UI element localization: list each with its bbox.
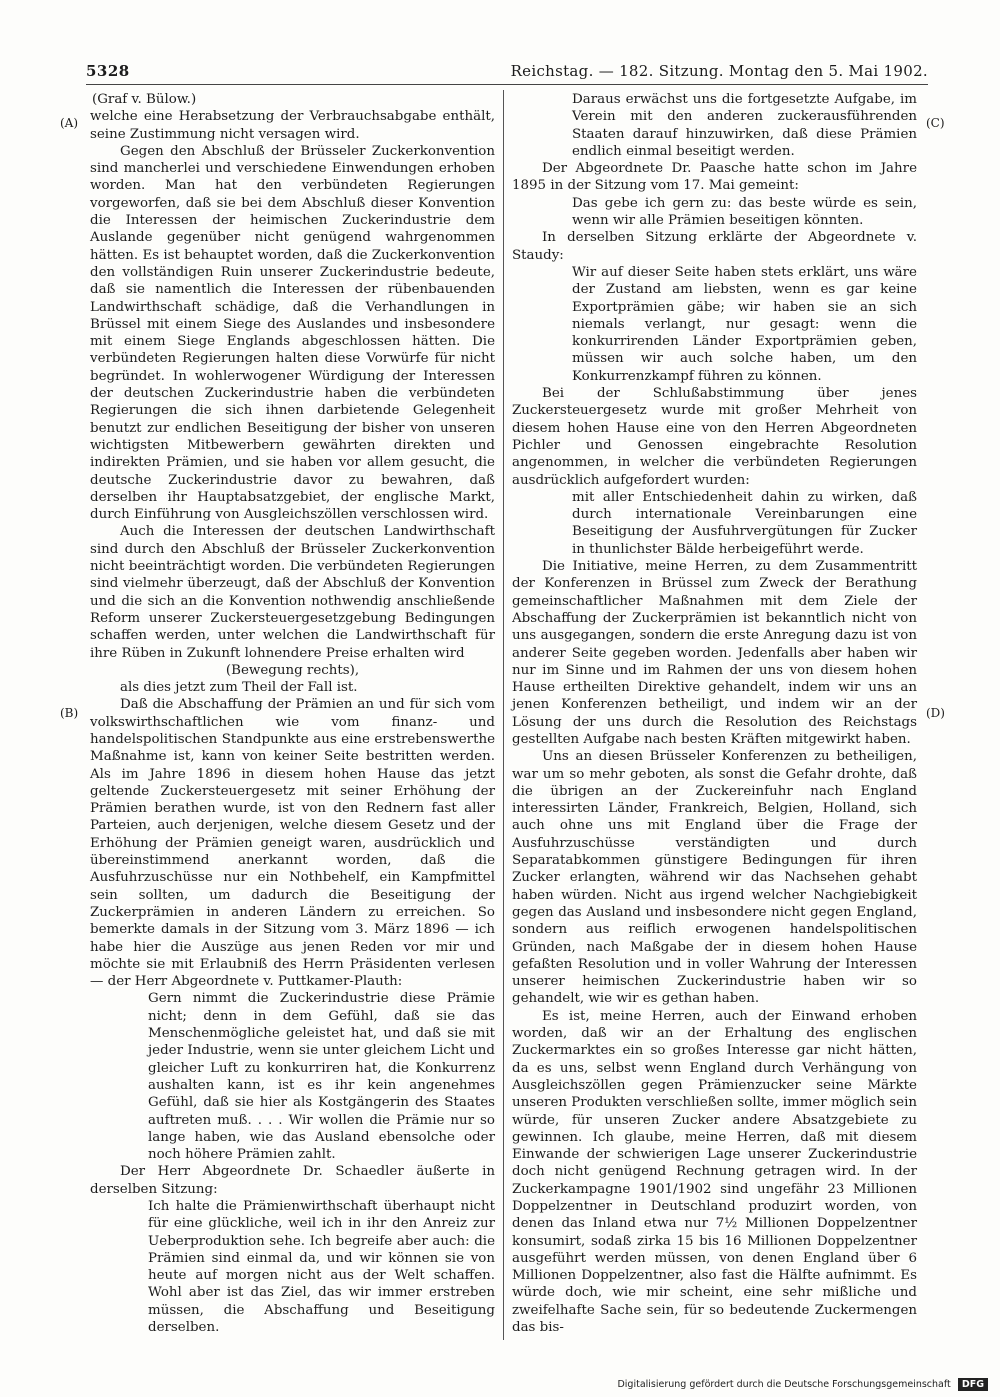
right-column (512, 91, 917, 1336)
speaker-label: (Graf v. Bülow.) (92, 92, 197, 107)
paragraph: als dies jetzt zum Theil der Fall ist. (120, 680, 358, 696)
margin-mark-c: (C) (926, 116, 945, 130)
block-quote: Das gebe ich gern zu: das beste würde es sein, wenn wir alle Prämien beseitigen könnten. (572, 195, 917, 229)
paragraph: Auch die Interessen der deutschen Landwirthschaft sind durch den Abschluß der Brüsseler Zuckerkonvention nicht beeinträchtigt worden. Die verbündeten Regierungen sind vielmehr überzeugt, daß der Abschluß der Konvention und die sich an die Konvention nothwendig anschließende Reform unserer Zuckersteuergesetzgebung Bedingungen schaffen werden, unter welchen die Landwirthschaft für ihre Rüben in Zukunft lohnendere Preise erhalten wird (90, 524, 495, 661)
block-quote: Wir auf dieser Seite haben stets erklärt, uns wäre der Zustand am liebsten, wenn es gar keine Exportprämien gäbe; wir haben sie an sich niemals verlangt, nur gesagt: wenn die konkurrirenden Länder Exportprämien geben, müssen wir auch solche haben, um den Konkurrenzkampf führen zu können. (572, 264, 917, 384)
margin-mark-b: (B) (60, 706, 79, 720)
paragraph: Daß die Abschaffung der Prämien an und für sich vom volkswirthschaftlichen wie vom finanz- und handelspolitischen Standpunkte aus eine erstrebenswerthe Maßnahme ist, kann von keiner Seite bestritten werden. Als im Jahre 1896 in diesem hohen Hause das jetzt geltende Zuckersteuergesetz mit seiner Erhöhung der Prämien berathen wurde, ist von den Rednern fast aller Parteien, auch derjenigen, welche diesem Gesetz und der Erhöhung der Prämien geneigt waren, ausdrücklich und übereinstimmend anerkannt worden, daß die Ausfuhrzuschüsse nur ein Nothbehelf, ein Kampfmittel sein sollten, um dadurch die Beseitigung der Zuckerprämien in anderen Ländern zu erreichen. So bemerkte damals in der Sitzung vom 3. März 1896 — ich habe hier die Auszüge aus jenen Reden vor mir und möchte sie mit Erlaubniß des Herrn Präsidenten verlesen — der Herr Abgeordnete v. Puttkamer-Plauth: (90, 697, 495, 990)
column-divider (503, 90, 504, 1340)
paragraph: Der Herr Abgeordnete Dr. Schaedler äußerte in derselben Sitzung: (90, 1164, 495, 1197)
running-title: Reichstag. — 182. Sitzung. Montag den 5. Mai 1902. (510, 62, 928, 80)
margin-mark-d: (D) (926, 706, 945, 720)
page-number: 5328 (86, 62, 130, 80)
header-rule (86, 84, 928, 85)
paragraph: Uns an diesen Brüsseler Konferenzen zu betheiligen, war um so mehr geboten, als sonst die Gefahr drohte, daß die übrigen an der Zuckereinfuhr nach England interessirten Länder, Frankreich, Belgien, Holland, sich auch ohne uns mit England über die Frage der Ausfuhrzuschüsse verständigten und durch Separatabkommen günstigere Bedingungen für ihren Zucker erlangten, während wir das Nachsehen gehabt haben würden. Nicht aus irgend welcher Nachgiebigkeit gegen das Ausland und insbesondere nicht gegen England, sondern aus reiflich erwogenen handelspolitischen Gründen, nach Maßgabe der in diesem hohen Hause gefaßten Resolution und in voller Wahrung der Interessen unserer heimischen Zuckerindustrie haben wir so gehandelt, wie wir es gethan haben. (512, 749, 917, 1007)
paragraph: Der Abgeordnete Dr. Paasche hatte schon im Jahre 1895 in der Sitzung vom 17. Mai gemeint: (512, 161, 917, 194)
interjection: (Bewegung rechts), (225, 662, 360, 678)
block-quote: Daraus erwächst uns die fortgesetzte Aufgabe, im Verein mit den anderen zuckerausführenden Staaten darauf hinzuwirken, daß diese Prämien endlich einmal beseitigt werden. (572, 92, 917, 159)
paragraph: Die Initiative, meine Herren, zu dem Zusammentritt der Konferenzen in Brüssel zum Zweck der Berathung gemeinschaftlicher Maßnahmen mit dem Ziele der Abschaffung der Zuckerprämien ist bekanntlich nicht von uns ausgegangen, sondern die erste Anregung dazu ist von anderer Seite gegeben worden. Jedenfalls aber haben wir nur im Sinne und im Rahmen der uns von diesem hohen Hause ertheilten Direktive gehandelt, indem wir uns an jenen Konferenzen betheiligt, und indem wir an der Lösung der uns durch die Resolution des Reichstags gestellten Aufgabe nach besten Kräften mitgewirkt haben. (512, 559, 917, 747)
block-quote: mit aller Entschiedenheit dahin zu wirken, daß durch internationale Vereinbarungen eine Beseitigung der Ausfuhrvergütungen für Zucker in thunlichster Bälde herbeigeführt werde. (572, 489, 917, 557)
page-header (86, 62, 928, 80)
left-column (90, 91, 495, 1336)
dfg-logo: DFG (958, 1378, 988, 1391)
block-quote: Ich halte die Prämienwirthschaft überhaupt nicht für eine glückliche, weil ich in ihr den Anreiz zur Ueberproduktion sehe. Ich begreife aber auch: die Prämien sind einmal da, und wir können sie von heute auf morgen nicht aus der Welt schaffen. Wohl aber ist das Ziel, das wir immer erstreben müssen, die Abschaffung und Beseitigung derselben. (148, 1199, 495, 1336)
paragraph: Gegen den Abschluß der Brüsseler Zuckerkonvention sind mancherlei und verschiedene Einwendungen erhoben worden. Man hat den verbündeten Regierungen vorgeworfen, daß sie bei dem Abschluß dieser Konvention die Interessen der heimischen Zuckerindustrie dem Auslande gegenüber nicht genügend wahrgenommen hätten. Es ist behauptet worden, daß die Zuckerkonvention den vollständigen Ruin unserer Zuckerindustrie bedeute, daß sie namentlich die Interessen der rübenbauenden Landwirthschaft schädige, daß die Verhandlungen in Brüssel mit einem Siege des Auslandes und insbesondere mit einem Siege Englands abgeschlossen hätten. Die verbündeten Regierungen halten diese Vorwürfe für nicht begründet. In wohlerwogener Würdigung der Interessen der deutschen Zuckerindustrie haben die verbündeten Regierungen die sich ihnen darbietende Gelegenheit benutzt zur endlichen Beseitigung der bisher von unseren wichtigsten Mitbewerbern gewährten direkten und indirekten Prämien, und sie haben vor allem gesucht, die deutsche Zuckerindustrie davor zu bewahren, daß derselben ihr Hauptabsatzgebiet, der englische Markt, durch Einführung von Ausgleichszöllen verschlossen wird. (90, 143, 495, 523)
margin-mark-a: (A) (60, 116, 79, 130)
block-quote: Gern nimmt die Zuckerindustrie diese Prämie nicht; denn in dem Gefühl, daß sie das Menschenmögliche geleistet hat, und daß sie mit jeder Industrie, wenn sie unter gleichem Licht und gleicher Luft zu konkurriren hat, die Konkurrenz aushalten kann, ist es ihr kein angenehmes Gefühl, daß sie hier als Kostgängerin des Staates auftreten muß. . . . Wir wollen die Prämie nur so lange haben, wie das Ausland ebensolche oder noch höhere Prämien zahlt. (148, 991, 495, 1163)
paragraph: In derselben Sitzung erklärte der Abgeordnete v. Staudy: (512, 230, 917, 263)
paragraph: Bei der Schlußabstimmung über jenes Zuckersteuergesetz wurde mit großer Mehrheit von diesem hohen Hause eine von den Herren Abgeordneten Pichler und Genossen eingebrachte Resolution angenommen, in welcher die verbündeten Regierungen ausdrücklich aufgefordert wurden: (512, 386, 917, 488)
paragraph: Es ist, meine Herren, auch der Einwand erhoben worden, daß wir an der Erhaltung des englischen Zuckermarktes ein so großes Interesse gar nicht hätten, da es uns, selbst wenn England durch Verhängung von Ausgleichszöllen gegen Prämienzucker seine Märkte unseren Produkten verschließen sollte, immer möglich sein würde, für unseren Zucker andere Absatzgebiete zu gewinnen. Ich glaube, meine Herren, daß mit diesem Einwande der schwierigen Lage unserer Zuckerindustrie doch nicht genügend Rechnung getragen wird. In der Zuckerkampagne 1901/1902 sind ungefähr 23 Millionen Doppelzentner in Deutschland produzirt worden, von denen das Inland etwa nur 7½ Millionen Doppelzentner konsumirt, sodaß zirka 15 bis 16 Millionen Doppelzentner ausgeführt werden müssen, von denen England über 6 Millionen Doppelzentner, also fast die Hälfte aufnimmt. Es würde doch, wie mir scheint, eine sehr mißliche und zweifelhafte Sache sein, für so bedeutende Zuckermengen das bis- (512, 1008, 917, 1336)
paragraph: welche eine Herabsetzung der Verbrauchsabgabe enthält, seine Zustimmung nicht versagen wird. (90, 109, 495, 142)
footer-credit (617, 1378, 988, 1391)
footer-text: Digitalisierung gefördert durch die Deutsche Forschungsgemeinschaft (617, 1379, 951, 1390)
